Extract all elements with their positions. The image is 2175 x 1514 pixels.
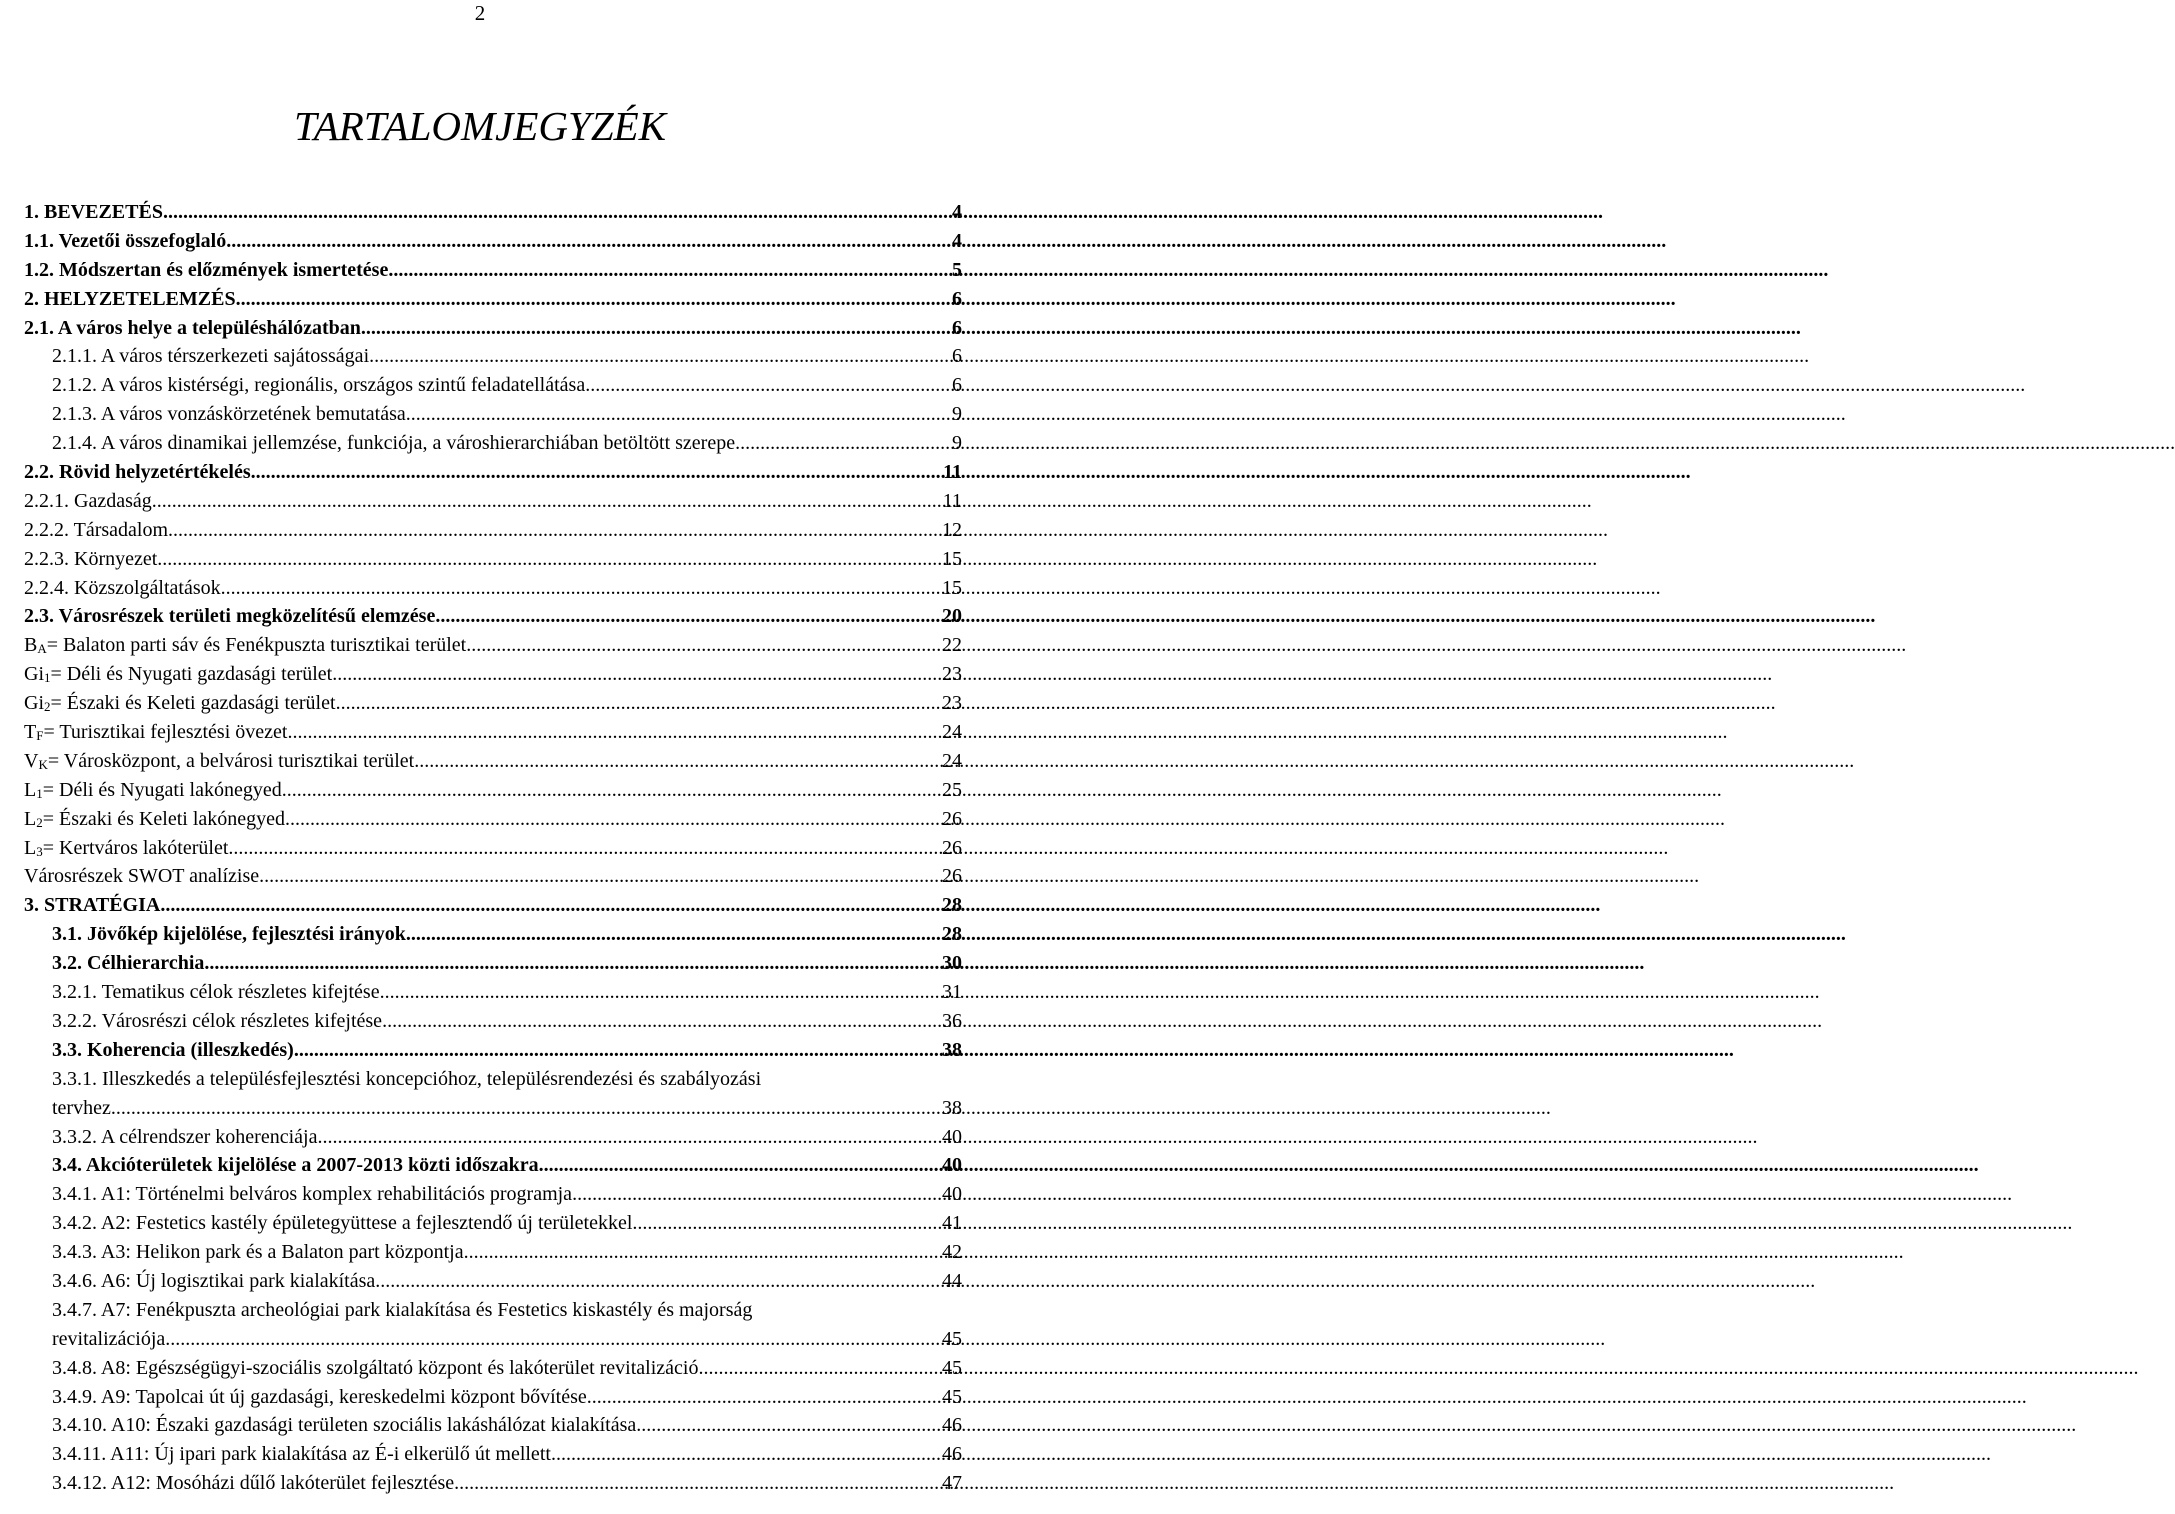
toc-entry[interactable] <box>24 949 962 978</box>
toc-entry[interactable] <box>24 776 962 805</box>
toc-entry-title: revitalizációja <box>52 1327 166 1350</box>
toc-page-number: 6 <box>952 374 962 397</box>
toc-entry[interactable] <box>24 574 962 603</box>
toc-entry[interactable] <box>24 1440 962 1469</box>
toc-leader-dots <box>157 545 942 574</box>
toc-leader-dots <box>380 978 942 1007</box>
toc-entry-title: 3.4.8. A8: Egészségügyi-szociális szolgáltató központ és lakóterület revitalizáció <box>52 1356 699 1379</box>
toc-leader-dots <box>539 1151 942 1180</box>
toc-entry-title: tervhez <box>52 1096 111 1119</box>
toc-entry[interactable] <box>24 198 962 227</box>
toc-entry-title: 2.1.4. A város dinamikai jellemzése, funkciója, a városhierarchiában betöltött szerepe <box>52 432 736 455</box>
toc-leader-dots <box>698 1354 942 1383</box>
toc-leader-dots <box>221 574 942 603</box>
toc-entry-title: $B_A=$ Balaton parti sáv és Fenékpuszta turisztikai terület <box>24 634 467 657</box>
toc-leader-dots <box>375 1267 942 1296</box>
toc-leader-dots <box>466 631 942 660</box>
toc-leader-dots <box>361 314 952 343</box>
toc-leader-dots <box>551 1440 942 1469</box>
toc-page-number: 23 <box>942 663 962 686</box>
toc-leader-dots <box>632 1209 942 1238</box>
toc-entry[interactable] <box>24 227 962 256</box>
toc-entry-title: 1.1. Vezetői összefoglaló <box>24 229 227 252</box>
toc-entry-title: 2.2.1. Gazdaság <box>24 489 152 512</box>
toc-page-number: 9 <box>952 403 962 426</box>
toc-entry[interactable] <box>24 1296 962 1325</box>
toc-page-number: 24 <box>942 721 962 744</box>
toc-page-number: 28 <box>942 923 962 946</box>
page-number: 2 <box>474 1 486 25</box>
toc-entry[interactable] <box>24 1238 962 1267</box>
toc-page-number: 6 <box>952 316 962 339</box>
toc-leader-dots <box>382 1007 942 1036</box>
toc-entry-title: $V_K=$ Városközpont, a belvárosi turisztikai terület <box>24 749 415 772</box>
toc-entry[interactable] <box>24 602 962 631</box>
toc-leader-dots <box>226 227 952 256</box>
toc-entry-title: 1.2. Módszertan és előzmények ismertetése <box>24 258 389 281</box>
toc-page-number: 28 <box>942 894 962 917</box>
toc-leader-dots <box>735 429 952 458</box>
toc-leader-dots <box>406 920 942 949</box>
toc-entry[interactable] <box>24 862 962 891</box>
toc-entry-title: 3.3. Koherencia (illeszkedés) <box>52 1038 294 1061</box>
toc-leader-dots <box>294 1036 942 1065</box>
toc-entry-title: 3.4.10. A10: Északi gazdasági területen szociális lakáshálózat kialakítása <box>52 1414 637 1437</box>
toc-entry[interactable] <box>24 747 962 776</box>
toc-leader-dots <box>163 198 952 227</box>
toc-page-number: 45 <box>942 1327 962 1350</box>
toc-page-number: 38 <box>942 1038 962 1061</box>
toc-page-number: 20 <box>942 605 962 628</box>
toc-leader-dots <box>414 747 942 776</box>
table-of-contents <box>24 198 962 1498</box>
toc-entry-title: $T_F=$ Turisztikai fejlesztési övezet <box>24 721 288 744</box>
toc-entry-title: 3.4.11. A11: Új ipari park kialakítása az É-i elkerülő út mellett <box>52 1443 551 1466</box>
toc-entry[interactable] <box>24 1411 962 1440</box>
toc-entry[interactable] <box>24 545 962 574</box>
toc-page-number: 45 <box>942 1385 962 1408</box>
toc-leader-dots <box>585 371 952 400</box>
toc-entry[interactable] <box>24 1469 962 1498</box>
toc-entry[interactable] <box>24 1094 962 1123</box>
toc-page-number: 46 <box>942 1443 962 1466</box>
toc-leader-dots <box>282 776 942 805</box>
toc-entry-title: $Gi_2=$ Északi és Keleti gazdasági terület <box>24 692 336 715</box>
toc-entry[interactable] <box>24 400 962 429</box>
toc-entry-title: 2.2.4. Közszolgáltatások <box>24 576 221 599</box>
toc-leader-dots <box>111 1094 942 1123</box>
toc-entry[interactable] <box>24 891 962 920</box>
toc-page-number: 4 <box>952 229 962 252</box>
toc-leader-dots <box>165 1325 942 1354</box>
toc-entry[interactable] <box>24 371 962 400</box>
toc-leader-dots <box>336 689 942 718</box>
toc-entry-title: $L_3=$ Kertváros lakóterület <box>24 836 229 859</box>
toc-leader-dots <box>259 862 942 891</box>
toc-page-number: 40 <box>942 1125 962 1148</box>
toc-entry-title: 3.3.2. A célrendszer koherenciája <box>52 1125 318 1148</box>
toc-entry-title: $L_1=$ Déli és Nyugati lakónegyed <box>24 778 282 801</box>
toc-entry[interactable] <box>24 920 962 949</box>
toc-entry[interactable] <box>24 342 962 371</box>
toc-entry[interactable] <box>24 1065 962 1094</box>
toc-entry-title: 3.4.9. A9: Tapolcai út új gazdasági, kereskedelmi központ bővítése <box>52 1385 587 1408</box>
toc-leader-dots <box>435 602 942 631</box>
toc-page-number: 26 <box>942 836 962 859</box>
toc-page-number: 47 <box>942 1472 962 1495</box>
toc-entry-title: 3.3.1. Illeszkedés a településfejlesztési koncepcióhoz, településrendezési és szabályozási <box>52 1067 762 1090</box>
toc-page-number: 5 <box>952 258 962 281</box>
toc-entry-title: 3.4.2. A2: Festetics kastély épületegyüttese a fejlesztendő új területekkel <box>52 1212 633 1235</box>
toc-entry-title: 3.4.3. A3: Helikon park és a Balaton part központja <box>52 1241 464 1264</box>
toc-entry-title: 3. STRATÉGIA <box>24 894 161 917</box>
toc-page-number: 11 <box>943 461 962 484</box>
toc-page-number: 6 <box>952 287 962 310</box>
toc-page-number: 38 <box>942 1096 962 1119</box>
toc-entry-title: 2. HELYZETELEMZÉS <box>24 287 236 310</box>
toc-leader-dots <box>287 718 942 747</box>
toc-entry[interactable] <box>24 429 962 458</box>
toc-page-number: 15 <box>942 576 962 599</box>
toc-entry[interactable] <box>24 1036 962 1065</box>
toc-page-number: 4 <box>952 201 962 223</box>
toc-leader-dots <box>388 256 952 285</box>
toc-page-number: 26 <box>942 807 962 830</box>
toc-entry-title: 3.1. Jövőkép kijelölése, fejlesztési irányok <box>52 923 406 946</box>
toc-entry-title: 3.4.12. A12: Mosóházi dűlő lakóterület fejlesztése <box>52 1472 455 1495</box>
toc-leader-dots <box>236 285 952 314</box>
toc-leader-dots <box>152 487 943 516</box>
toc-page-number: 22 <box>942 634 962 657</box>
toc-entry-title: 2.1.1. A város térszerkezeti sajátosságai <box>52 345 370 368</box>
toc-entry[interactable] <box>24 314 962 343</box>
toc-entry[interactable] <box>24 458 962 487</box>
toc-entry[interactable] <box>24 1007 962 1036</box>
toc-entry-title: 3.4.6. A6: Új logisztikai park kialakítása <box>52 1269 376 1292</box>
toc-leader-dots <box>160 891 942 920</box>
toc-entry[interactable] <box>24 1151 962 1180</box>
toc-entry[interactable] <box>24 256 962 285</box>
toc-page-number: 6 <box>952 345 962 368</box>
toc-entry-title: 2.2.3. Környezet <box>24 547 158 570</box>
toc-entry-title: 2.1.2. A város kistérségi, regionális, országos szintű feladatellátása <box>52 374 586 397</box>
toc-entry[interactable] <box>24 660 962 689</box>
toc-leader-dots <box>572 1180 942 1209</box>
toc-page-number: 11 <box>942 489 962 512</box>
toc-entry[interactable] <box>24 1180 962 1209</box>
toc-leader-dots <box>464 1238 942 1267</box>
toc-page-number: 31 <box>942 981 962 1004</box>
toc-page-number: 44 <box>942 1269 962 1292</box>
toc-entry[interactable] <box>24 285 962 314</box>
toc-entry[interactable] <box>24 805 962 834</box>
toc-page-number: 41 <box>942 1212 962 1235</box>
toc-leader-dots <box>369 342 952 371</box>
toc-entry-title: $Gi_1=$ Déli és Nyugati gazdasági terület <box>24 663 333 686</box>
toc-entry[interactable] <box>24 516 962 545</box>
toc-page-number: 23 <box>942 692 962 715</box>
toc-entry[interactable] <box>24 834 962 863</box>
toc-entry-title: 2.2. Rövid helyzetértékelés <box>24 461 251 484</box>
toc-entry-title: 2.1.3. A város vonzáskörzetének bemutatása <box>52 403 406 426</box>
toc-page-number: 46 <box>942 1414 962 1437</box>
toc-page-number: 15 <box>942 547 962 570</box>
toc-leader-dots <box>317 1123 942 1152</box>
toc-entry-title: 2.1. A város helye a településhálózatban <box>24 316 361 339</box>
toc-entry-title: Városrészek SWOT analízise <box>24 865 260 888</box>
toc-leader-dots <box>204 949 942 978</box>
toc-page-number: 36 <box>942 1009 962 1032</box>
toc-leader-dots <box>251 458 943 487</box>
toc-page-number: 9 <box>952 432 962 455</box>
toc-entry[interactable] <box>24 718 962 747</box>
toc-page-number: 25 <box>942 778 962 801</box>
toc-entry[interactable] <box>24 1383 962 1412</box>
toc-leader-dots <box>587 1383 942 1412</box>
toc-entry[interactable] <box>24 1123 962 1152</box>
toc-entry-title: 2.3. Városrészek területi megközelítésű elemzése <box>24 605 436 628</box>
toc-entry-title: 3.2.2. Városrészi célok részletes kifejtése <box>52 1009 383 1032</box>
toc-entry-title: 3.4.7. A7: Fenékpuszta archeológiai park kialakítása és Festetics kiskastély és majorság <box>52 1298 753 1321</box>
toc-entry[interactable] <box>24 1325 962 1354</box>
toc-leader-dots <box>285 805 942 834</box>
toc-entry[interactable] <box>24 689 962 718</box>
toc-leader-dots <box>168 516 942 545</box>
toc-entry[interactable] <box>24 1267 962 1296</box>
toc-entry-title: 3.4. Akcióterületek kijelölése a 2007-2013 közti időszakra <box>52 1154 539 1177</box>
toc-entry[interactable] <box>24 1354 962 1383</box>
toc-page-number: 45 <box>942 1356 962 1379</box>
toc-leader-dots <box>454 1469 942 1498</box>
toc-leader-dots <box>228 834 942 863</box>
page-title: TARTALOMJEGYZÉK <box>293 103 667 149</box>
toc-page-number: 40 <box>942 1183 962 1206</box>
toc-page-number: 30 <box>942 952 962 975</box>
toc-entry-title: 1. BEVEZETÉS <box>24 201 163 223</box>
toc-leader-dots <box>636 1411 942 1440</box>
toc-page-number: 42 <box>942 1241 962 1264</box>
toc-leader-dots <box>332 660 942 689</box>
toc-leader-dots <box>406 400 952 429</box>
toc-page-number: 40 <box>942 1154 962 1177</box>
toc-entry[interactable] <box>24 631 962 660</box>
toc-entry[interactable] <box>24 487 962 516</box>
toc-entry[interactable] <box>24 978 962 1007</box>
toc-entry-title: 3.2. Célhierarchia <box>52 952 205 975</box>
toc-entry-title: 3.4.1. A1: Történelmi belváros komplex rehabilitációs programja <box>52 1183 573 1206</box>
toc-page-number: 26 <box>942 865 962 888</box>
toc-entry-title: 2.2.2. Társadalom <box>24 518 169 541</box>
toc-page-number: 24 <box>942 749 962 772</box>
toc-entry[interactable] <box>24 1209 962 1238</box>
toc-entry-title: $L_2=$ Északi és Keleti lakónegyed <box>24 807 286 830</box>
toc-page-number: 12 <box>942 518 962 541</box>
toc-entry-title: 3.2.1. Tematikus célok részletes kifejtése <box>52 981 380 1004</box>
